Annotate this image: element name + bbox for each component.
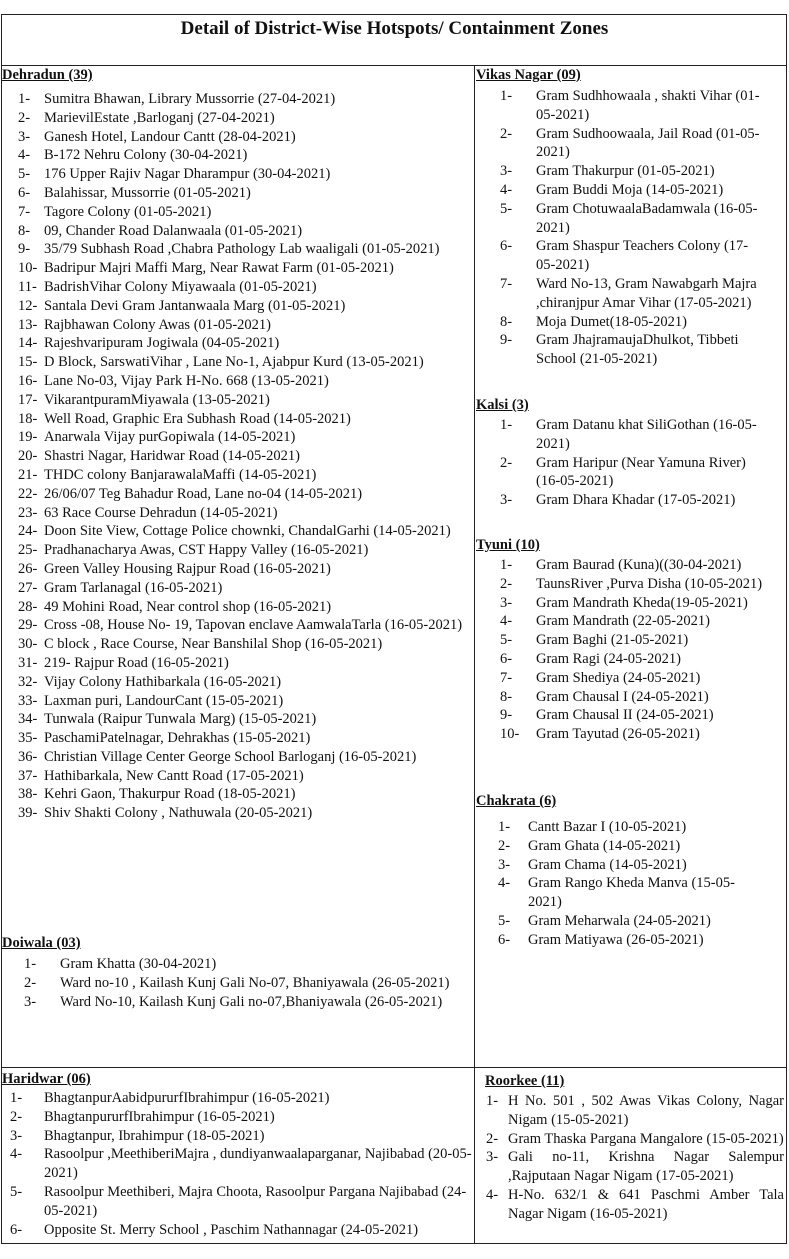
list-item [476, 313, 766, 332]
item-text: MarievilEstate ,Barloganj (27-04-2021) [44, 109, 275, 126]
list-item [0, 993, 472, 1012]
list-item [0, 616, 472, 635]
item-number: 5- [18, 166, 31, 183]
list-item [476, 181, 766, 200]
item-text: BhagtanpurAabidpururfIbrahimpur (16-05-2021) [44, 1090, 330, 1106]
list-item [0, 109, 472, 128]
list-item [476, 669, 786, 688]
list-item [0, 334, 472, 353]
list-item [476, 200, 766, 238]
item-text: 49 Mohini Road, Near control shop (16-05-2021) [44, 598, 332, 615]
item-text: D Block, SarswatiVihar , Lane No-1, Ajabpur Kurd (13-05-2021) [44, 354, 424, 371]
item-text: Rasoolpur ,MeethiberiMajra , dundiyanwaalaparganar, Najibabad (20-05-2021) [44, 1146, 472, 1182]
item-text: Green Valley Housing Rajpur Road (16-05-2021) [44, 560, 331, 577]
item-number: 3- [18, 128, 31, 145]
list-item [476, 725, 786, 744]
item-number: 36- [18, 748, 38, 765]
section-heading-kalsi: Kalsi (3) [476, 397, 529, 413]
list-item [0, 955, 472, 974]
list-item [482, 1092, 784, 1130]
item-text: Gram Dhara Khadar (17-05-2021) [536, 492, 736, 509]
list-item [476, 491, 766, 510]
list-item [0, 466, 472, 485]
item-text: Badripur Majri Maffi Marg, Near Rawat Farm (01-05-2021) [44, 260, 394, 277]
item-text: Gram Buddi Moja (14-05-2021) [536, 181, 724, 198]
list-item [0, 485, 472, 504]
kalsi-list [476, 416, 766, 510]
list-item [0, 128, 472, 147]
item-text: Balahissar, Mussorrie (01-05-2021) [44, 184, 251, 201]
list-item [482, 1148, 784, 1186]
item-text: Gram Chausal II (24-05-2021) [536, 707, 714, 724]
list-item [476, 706, 786, 725]
list-item [0, 598, 472, 617]
list-item [476, 556, 786, 575]
item-text: PaschamiPatelnagar, Dehrakhas (15-05-2021) [44, 730, 311, 747]
list-item [476, 237, 766, 275]
list-item [0, 240, 472, 259]
item-number: 9- [500, 707, 513, 724]
list-item [0, 1108, 472, 1127]
item-text: Gram JhajramaujaDhulkot, Tibbeti School (21-05-2021) [536, 332, 739, 368]
list-item [0, 146, 472, 165]
item-text: Gram Sudhoowaala, Jail Road (01-05-2021) [536, 125, 760, 161]
item-number: 25- [18, 542, 38, 559]
list-item [476, 912, 766, 931]
item-text: BadrishVihar Colony Miyawaala (01-05-2021) [44, 278, 317, 295]
item-number: 2- [500, 454, 513, 471]
item-number: 6- [18, 184, 31, 201]
item-text: Pradhanacharya Awas, CST Happy Valley (16-05-2021) [44, 542, 369, 559]
list-item [476, 454, 766, 492]
list-item [0, 316, 472, 335]
list-item [0, 635, 472, 654]
item-number: 7- [500, 669, 513, 686]
item-text: Gram Shaspur Teachers Colony (17-05-2021) [536, 238, 749, 274]
list-item [476, 650, 786, 669]
item-text: 35/79 Subhash Road ,Chabra Pathology Lab waaligali (01-05-2021) [44, 241, 440, 258]
list-item [0, 1145, 472, 1183]
list-item [0, 560, 472, 579]
item-number: 14- [18, 335, 38, 352]
item-number: 24- [18, 523, 38, 540]
item-number: 2- [24, 974, 37, 991]
list-item [476, 162, 766, 181]
item-number: 1- [500, 88, 513, 104]
item-number: 8- [500, 688, 513, 705]
item-number: 5- [500, 632, 513, 649]
item-number: 9- [18, 241, 31, 258]
item-text: Gram Haripur (Near Yamuna River) (16-05-2021) [536, 454, 746, 490]
section-heading-doiwala: Doiwala (03) [2, 935, 81, 951]
item-number: 3- [24, 993, 37, 1010]
item-number: 2- [10, 1108, 23, 1125]
item-number: 1- [500, 557, 513, 573]
item-number: 27- [18, 579, 38, 596]
section-heading-chakrata: Chakrata (6) [476, 793, 557, 809]
item-text: Anarwala Vijay purGopiwala (14-05-2021) [44, 429, 296, 446]
item-text: Gram Chama (14-05-2021) [528, 856, 687, 873]
item-number: 4- [486, 1186, 499, 1203]
item-number: 8- [18, 222, 31, 239]
section-heading-tyuni: Tyuni (10) [476, 537, 540, 553]
item-number: 4- [10, 1146, 23, 1163]
list-item [476, 874, 766, 912]
item-text: Gram Thakurpur (01-05-2021) [536, 163, 715, 180]
list-item [0, 974, 472, 993]
item-number: 4- [18, 147, 31, 164]
list-item [476, 87, 766, 125]
list-item [0, 184, 472, 203]
list-item [0, 278, 472, 297]
list-item [0, 504, 472, 523]
item-number: 38- [18, 786, 38, 803]
item-text: 09, Chander Road Dalanwaala (01-05-2021) [44, 222, 303, 239]
item-number: 29- [18, 617, 38, 634]
item-text: Kehri Gaon, Thakurpur Road (18-05-2021) [44, 786, 296, 803]
item-number: 1- [498, 819, 511, 835]
list-item [0, 222, 472, 241]
list-item [476, 856, 766, 875]
list-item [0, 522, 472, 541]
doiwala-list [0, 955, 472, 1011]
item-number: 20- [18, 448, 38, 465]
item-number: 13- [18, 316, 38, 333]
item-text: Gram Baurad (Kuna)((30-04-2021) [536, 557, 742, 573]
item-text: Gram Thaska Pargana Mangalore (15-05-2021) [508, 1130, 784, 1147]
item-text: Gram Tarlanagal (16-05-2021) [44, 579, 223, 596]
list-item [476, 631, 786, 650]
item-text: VikarantpuramMiyawala (13-05-2021) [44, 391, 270, 408]
list-item [476, 688, 786, 707]
item-number: 4- [500, 613, 513, 630]
item-number: 37- [18, 767, 38, 784]
list-item [476, 837, 766, 856]
item-number: 1- [24, 956, 37, 972]
list-item [0, 785, 472, 804]
item-number: 39- [18, 805, 38, 822]
item-text: Christian Village Center George School Barloganj (16-05-2021) [44, 748, 417, 765]
item-number: 26- [18, 560, 38, 577]
list-item [476, 275, 766, 313]
item-number: 4- [498, 875, 511, 892]
item-text: Tunwala (Raipur Tunwala Marg) (15-05-2021) [44, 711, 317, 728]
item-text: Rasoolpur Meethiberi, Majra Choota, Rasoolpur Pargana Najibabad (24-05-2021) [44, 1183, 467, 1219]
item-text: Gram Mandrath (22-05-2021) [536, 613, 710, 630]
section-heading-haridwar: Haridwar (06) [2, 1071, 91, 1087]
item-number: 5- [10, 1183, 23, 1200]
item-text: Gram Sudhhowaala , shakti Vihar (01-05-2021) [536, 88, 760, 123]
item-text: Ward No-10, Kailash Kunj Gali no-07,Bhaniyawala (26-05-2021) [60, 993, 443, 1010]
list-item [0, 673, 472, 692]
haridwar-list [0, 1089, 472, 1239]
column-divider [474, 65, 475, 1244]
list-item [0, 1183, 472, 1221]
item-text: Sumitra Bhawan, Library Mussorrie (27-04-2021) [44, 91, 336, 107]
list-item [0, 297, 472, 316]
list-item [0, 692, 472, 711]
list-item [0, 410, 472, 429]
list-item [476, 594, 786, 613]
item-text: BhagtanpururfIbrahimpur (16-05-2021) [44, 1108, 275, 1125]
item-number: 6- [10, 1221, 23, 1238]
item-text: Gram ChotuwaalaBadamwala (16-05-2021) [536, 200, 758, 236]
roorkee-list [482, 1092, 784, 1224]
page-title: Detail of District-Wise Hotspots/ Containment Zones [180, 18, 609, 39]
item-number: 34- [18, 711, 38, 728]
item-number: 10- [18, 260, 38, 277]
dehradun-list [0, 90, 472, 823]
item-text: Cross -08, House No- 19, Tapovan enclave AamwalaTarla (16-05-2021) [44, 617, 463, 634]
item-text: Rajeshvaripuram Jogiwala (04-05-2021) [44, 335, 280, 352]
item-text: Tagore Colony (01-05-2021) [44, 203, 212, 220]
item-text: H No. 501 , 502 Awas Vikas Colony, Nagar Nigam (15-05-2021) [508, 1093, 784, 1128]
item-text: 176 Upper Rajiv Nagar Dharampur (30-04-2021) [44, 166, 331, 183]
item-number: 5- [498, 912, 511, 929]
item-text: Bhagtanpur, Ibrahimpur (18-05-2021) [44, 1127, 265, 1144]
item-number: 17- [18, 391, 38, 408]
item-text: TaunsRiver ,Purva Disha (10-05-2021) [536, 575, 763, 592]
item-number: 3- [500, 492, 513, 509]
list-item [0, 767, 472, 786]
list-item [0, 748, 472, 767]
item-number: 32- [18, 673, 38, 690]
item-number: 31- [18, 654, 38, 671]
item-text: Gram Shediya (24-05-2021) [536, 669, 701, 686]
item-text: Cantt Bazar I (10-05-2021) [528, 819, 687, 835]
item-number: 1- [500, 417, 513, 433]
item-number: 3- [500, 594, 513, 611]
item-number: 23- [18, 504, 38, 521]
item-number: 2- [486, 1130, 499, 1147]
item-text: Vijay Colony Hathibarkala (16-05-2021) [44, 673, 282, 690]
list-item [476, 612, 786, 631]
item-number: 33- [18, 692, 38, 709]
list-item [0, 428, 472, 447]
item-text: H-No. 632/1 & 641 Paschmi Amber Tala Nagar Nigam (16-05-2021) [508, 1186, 784, 1222]
item-number: 18- [18, 410, 38, 427]
item-number: 2- [500, 575, 513, 592]
item-text: 26/06/07 Teg Bahadur Road, Lane no-04 (14-05-2021) [44, 485, 363, 502]
list-item [476, 931, 766, 950]
list-item [476, 125, 766, 163]
list-item [0, 710, 472, 729]
item-text: Moja Dumet(18-05-2021) [536, 313, 688, 330]
table-top-rule [1, 65, 787, 66]
item-text: Hathibarkala, New Cantt Road (17-05-2021) [44, 767, 304, 784]
list-item [0, 729, 472, 748]
item-text: 63 Race Course Dehradun (14-05-2021) [44, 504, 278, 521]
tyuni-list [476, 556, 786, 744]
list-item [0, 654, 472, 673]
item-text: Gram Baghi (21-05-2021) [536, 632, 689, 649]
item-number: 3- [486, 1149, 499, 1166]
item-number: 2- [500, 125, 513, 142]
item-number: 22- [18, 485, 38, 502]
list-item [0, 804, 472, 823]
table-middle-rule [1, 1067, 787, 1068]
item-number: 6- [498, 931, 511, 948]
item-text: Ganesh Hotel, Landour Cantt (28-04-2021) [44, 128, 296, 145]
list-item [0, 447, 472, 466]
list-item [0, 372, 472, 391]
list-item [482, 1130, 784, 1149]
list-item [476, 575, 786, 594]
item-number: 21- [18, 466, 38, 483]
list-item [0, 203, 472, 222]
item-number: 15- [18, 354, 38, 371]
item-number: 28- [18, 598, 38, 615]
item-number: 3- [498, 856, 511, 873]
item-number: 8- [500, 313, 513, 330]
item-text: Shiv Shakti Colony , Nathuwala (20-05-2021) [44, 805, 313, 822]
item-number: 9- [500, 332, 513, 349]
item-number: 6- [500, 650, 513, 667]
list-item [0, 579, 472, 598]
item-text: Gram Chausal I (24-05-2021) [536, 688, 709, 705]
item-text: Gram Meharwala (24-05-2021) [528, 912, 711, 929]
item-text: Well Road, Graphic Era Subhash Road (14-05-2021) [44, 410, 351, 427]
list-item [0, 1221, 472, 1240]
item-text: B-172 Nehru Colony (30-04-2021) [44, 147, 248, 164]
item-number: 11- [18, 278, 37, 295]
item-text: Gram Ghata (14-05-2021) [528, 837, 681, 854]
list-item [0, 541, 472, 560]
list-item [0, 90, 472, 109]
item-text: Rajbhawan Colony Awas (01-05-2021) [44, 316, 272, 333]
item-text: Gram Mandrath Kheda(19-05-2021) [536, 594, 748, 611]
list-item [0, 391, 472, 410]
item-number: 10- [500, 726, 520, 743]
item-text: Lane No-03, Vijay Park H-No. 668 (13-05-2021) [44, 372, 329, 389]
item-text: Laxman puri, LandourCant (15-05-2021) [44, 692, 284, 709]
item-number: 3- [10, 1127, 23, 1144]
item-number: 12- [18, 297, 38, 314]
list-item [476, 818, 766, 837]
item-text: Gram Matiyawa (26-05-2021) [528, 931, 704, 948]
list-item [0, 1127, 472, 1146]
vikas-nagar-list [476, 87, 766, 369]
item-number: 1- [18, 91, 31, 107]
list-item [476, 331, 766, 369]
item-number: 4- [500, 181, 513, 198]
section-heading-roorkee: Roorkee (11) [485, 1073, 565, 1089]
chakrata-list [476, 818, 766, 950]
item-number: 7- [18, 203, 31, 220]
item-text: C block , Race Course, Near Banshilal Shop (16-05-2021) [44, 636, 383, 653]
list-item [0, 259, 472, 278]
item-number: 1- [486, 1093, 499, 1109]
item-text: Gram Rango Kheda Manva (15-05-2021) [528, 875, 735, 911]
item-text: Gram Datanu khat SiliGothan (16-05-2021) [536, 417, 757, 452]
item-text: Gali no-11, Krishna Nagar Salempur ,Rajputaan Nagar Nigam (17-05-2021) [508, 1149, 784, 1185]
item-number: 16- [18, 372, 38, 389]
item-number: 5- [500, 200, 513, 217]
item-number: 6- [500, 238, 513, 255]
item-text: Gram Tayutad (26-05-2021) [536, 726, 700, 743]
section-heading-dehradun: Dehradun (39) [2, 67, 93, 83]
list-item [0, 165, 472, 184]
item-text: Ward no-10 , Kailash Kunj Gali No-07, Bhaniyawala (26-05-2021) [60, 974, 450, 991]
list-item [482, 1186, 784, 1224]
section-heading-vikas-nagar: Vikas Nagar (09) [476, 67, 581, 83]
item-text: THDC colony BanjarawalaMaffi (14-05-2021) [44, 466, 317, 483]
item-number: 7- [500, 275, 513, 292]
item-text: Gram Khatta (30-04-2021) [60, 956, 217, 972]
item-number: 35- [18, 730, 38, 747]
item-number: 3- [500, 163, 513, 180]
item-number: 1- [10, 1090, 23, 1106]
item-text: Opposite St. Merry School , Paschim Nathannagar (24-05-2021) [44, 1221, 419, 1238]
list-item [0, 1089, 472, 1108]
item-number: 2- [498, 837, 511, 854]
item-text: Doon Site View, Cottage Police chownki, ChandalGarhi (14-05-2021) [44, 523, 451, 540]
item-text: Ward No-13, Gram Nawabgarh Majra ,chiranjpur Amar Vihar (17-05-2021) [536, 275, 757, 311]
item-number: 30- [18, 636, 38, 653]
item-number: 2- [18, 109, 31, 126]
list-item [0, 353, 472, 372]
item-text: Shastri Nagar, Haridwar Road (14-05-2021) [44, 448, 300, 465]
item-text: Santala Devi Gram Jantanwaala Marg (01-05-2021) [44, 297, 346, 314]
item-number: 19- [18, 429, 38, 446]
item-text: 219- Rajpur Road (16-05-2021) [44, 654, 229, 671]
item-text: Gram Ragi (24-05-2021) [536, 650, 681, 667]
list-item [476, 416, 766, 454]
